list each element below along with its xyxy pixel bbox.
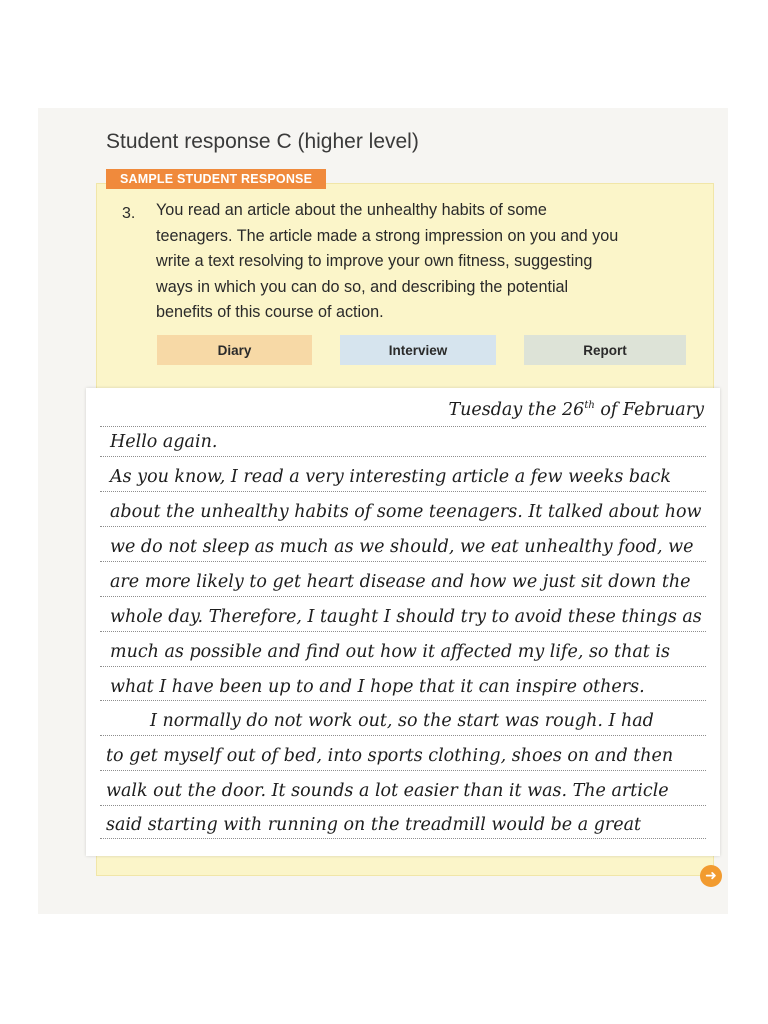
prompt-line: You read an article about the unhealthy habits of some xyxy=(156,201,547,219)
ruled-line xyxy=(100,735,706,736)
response-line: much as possible and find out how it affected my life, so that is xyxy=(110,642,670,662)
page-title: Student response C (higher level) xyxy=(106,130,419,153)
prompt-text xyxy=(156,198,676,326)
ruled-line xyxy=(100,456,706,457)
ruled-line xyxy=(100,770,706,771)
text-type-diary: Diary xyxy=(157,335,312,365)
ruled-line xyxy=(100,700,706,701)
response-line: walk out the door. It sounds a lot easier than it was. The article xyxy=(106,781,669,801)
ruled-line xyxy=(100,526,706,527)
response-line: said starting with running on the treadmill would be a great xyxy=(106,815,642,835)
handwritten-response xyxy=(86,388,720,856)
ruled-line xyxy=(100,838,706,839)
response-line: I normally do not work out, so the start was rough. I had xyxy=(150,711,654,731)
response-line: we do not sleep as much as we should, we eat unhealthy food, we xyxy=(110,537,694,557)
next-page-button[interactable] xyxy=(700,865,722,887)
diary-date: Tuesday the 26th of February xyxy=(448,400,704,420)
ruled-line xyxy=(100,426,706,427)
ruled-line xyxy=(100,596,706,597)
sample-response-banner: SAMPLE STUDENT RESPONSE xyxy=(106,169,326,189)
response-line: what I have been up to and I hope that it can inspire others. xyxy=(110,677,645,697)
ruled-line xyxy=(100,666,706,667)
ruled-line xyxy=(100,561,706,562)
prompt-line: benefits of this course of action. xyxy=(156,303,384,321)
response-line: As you know, I read a very interesting article a few weeks back xyxy=(110,467,671,487)
response-line: whole day. Therefore, I taught I should try to avoid these things as xyxy=(110,607,702,627)
response-line: about the unhealthy habits of some teenagers. It talked about how xyxy=(110,502,702,522)
response-line: are more likely to get heart disease and how we just sit down the xyxy=(110,572,691,592)
ruled-line xyxy=(100,805,706,806)
prompt-number: 3. xyxy=(122,205,136,222)
ruled-line xyxy=(100,491,706,492)
text-type-interview: Interview xyxy=(340,335,496,365)
arrow-right-icon: ➜ xyxy=(705,868,717,884)
response-line: to get myself out of bed, into sports clothing, shoes on and then xyxy=(106,746,674,766)
text-type-report: Report xyxy=(524,335,686,365)
prompt-line: ways in which you can do so, and describing the potential xyxy=(156,277,569,296)
response-line: Hello again. xyxy=(110,432,218,452)
prompt-box-bottom xyxy=(96,855,714,876)
prompt-line: write a text resolving to improve your own fitness, suggesting xyxy=(156,252,593,270)
ruled-line xyxy=(100,631,706,632)
prompt-line: teenagers. The article made a strong impression on you and you xyxy=(156,226,619,245)
